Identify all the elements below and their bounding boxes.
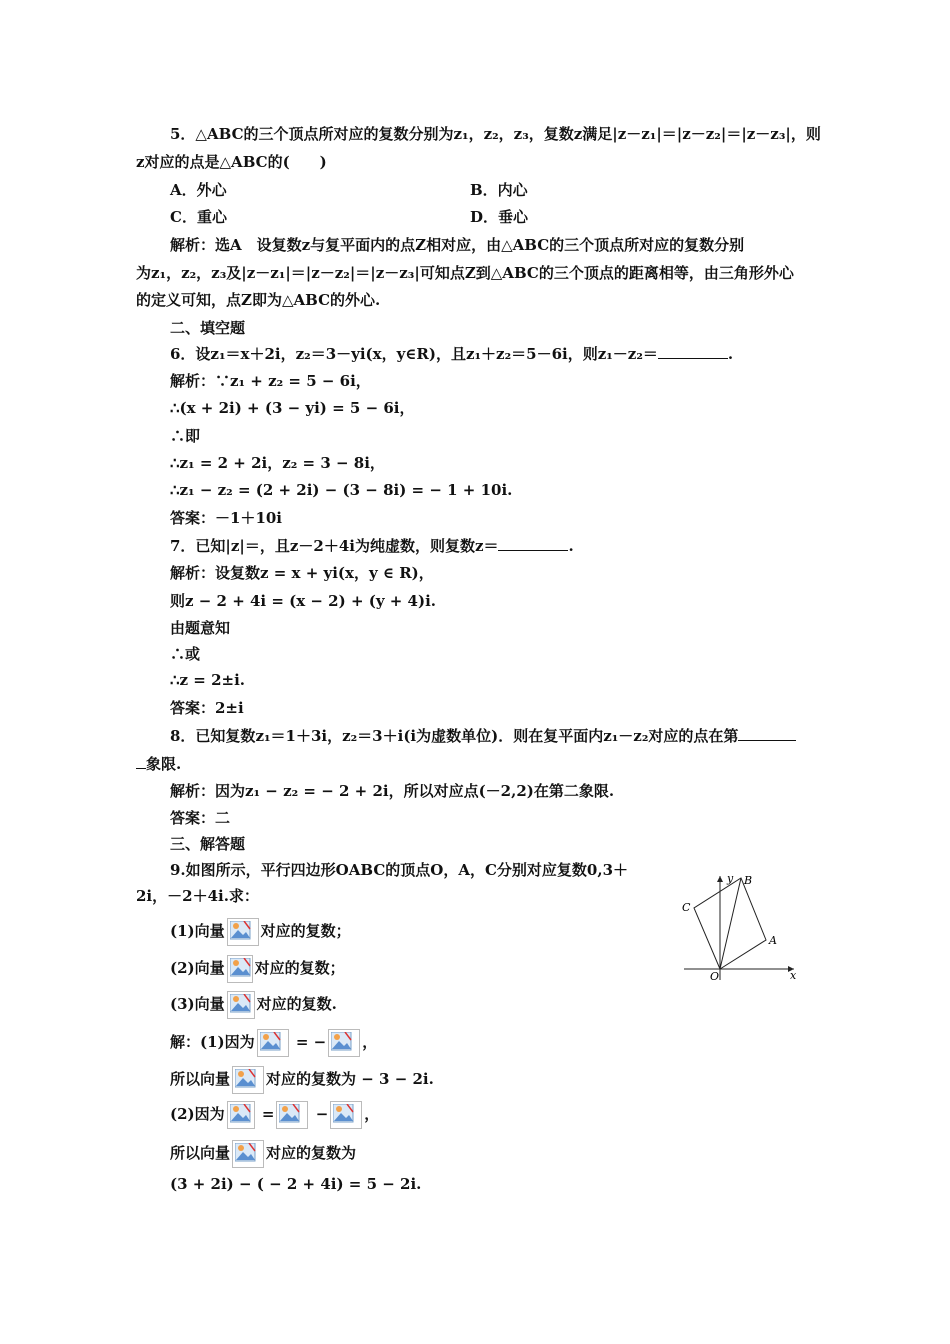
broken-image-icon — [257, 1029, 289, 1057]
q7-question — [170, 536, 574, 556]
q5-solution-1: 解析：选A 设复数z与复平面内的点Z相对应，由△ABC的三个顶点所对应的复数分别 — [170, 236, 745, 254]
q6-step-5: ∴z₁ − z₂ = (2 + 2i) − (3 − 8i) = − 1 + 10i. — [170, 481, 513, 499]
q9-solution-3-minus: − — [315, 1105, 329, 1123]
q9-solution-1 — [170, 1029, 377, 1057]
q5-option-a: A．外心 — [170, 181, 227, 199]
q6-step-3: ∴即 — [170, 427, 201, 445]
q8-step-1: 解析：因为z₁ − z₂ = − 2 + 2i，所以对应点(－2,2)在第二象限. — [170, 782, 615, 800]
section-solve: 三、解答题 — [170, 835, 246, 853]
q9-part2-label: (2)向量 — [170, 959, 225, 977]
label-o: O — [710, 970, 720, 983]
q9-part1-label: (1)向量 — [170, 922, 225, 940]
q8-question-text: 8．已知复数z₁＝1＋3i，z₂＝3＋i(i为虚数单位)．则在复平面内z₁－z₂对应的点在第 — [170, 727, 739, 745]
label-c: C — [682, 901, 691, 914]
q9-solution-4-text: 对应的复数为 — [266, 1144, 357, 1162]
q8-line2-text: 象限. — [146, 755, 182, 773]
broken-image-icon — [232, 1066, 264, 1094]
q9-part3-label: (3)向量 — [170, 995, 225, 1013]
q9-line1: 9.如图所示，平行四边形OABC的顶点O，A，C分别对应复数0,3＋ — [170, 861, 629, 879]
q5-option-d: D．垂心 — [470, 208, 529, 226]
q9-solution-2-label: 所以向量 — [170, 1070, 231, 1088]
q9-solution-2 — [170, 1066, 434, 1094]
q5-solution-2: 为z₁，z₂，z₃及|z－z₁|＝|z－z₂|＝|z－z₃|可知点Z到△ABC的三个顶点的距离相等，由三角形外心 — [136, 264, 794, 282]
q7-answer-blank — [498, 536, 568, 551]
label-x: x — [790, 969, 797, 982]
broken-image-icon — [276, 1101, 308, 1129]
q9-solution-3-label: (2)因为 — [170, 1105, 225, 1123]
section-fill-in: 二、填空题 — [170, 319, 246, 337]
q9-part1-text: 对应的复数； — [260, 922, 351, 940]
label-y: y — [727, 872, 734, 885]
q9-part2-text: 对应的复数； — [254, 959, 345, 977]
q6-step-1: 解析：∵z₁ + z₂ = 5 − 6i， — [170, 372, 371, 390]
q6-question-text: 6．设z₁＝x＋2i，z₂＝3－yi(x，y∈R)，且z₁＋z₂＝5－6i，则z₁－z₂＝ — [170, 345, 658, 363]
q9-solution-4-label: 所以向量 — [170, 1144, 231, 1162]
q6-question-end: . — [727, 345, 734, 363]
q9-line2: 2i，－2＋4i.求： — [136, 887, 259, 905]
broken-image-icon — [227, 991, 255, 1019]
q7-step-1: 解析：设复数z = x + yi(x，y ∈ R)， — [170, 564, 434, 582]
q7-step-3: 由题意知 — [170, 619, 231, 637]
q6-answer-blank — [658, 344, 728, 359]
q7-step-4: ∴或 — [170, 645, 201, 663]
q8-line2 — [136, 754, 181, 774]
q9-solution-3 — [170, 1101, 379, 1129]
q8-question — [170, 726, 796, 746]
q9-part1 — [170, 918, 351, 946]
q9-part3 — [170, 991, 337, 1019]
q8-answer-blank-cont — [136, 754, 146, 769]
diagonal-ob — [720, 878, 741, 969]
q7-question-text: 7．已知|z|＝，且z－2＋4i为纯虚数，则复数z＝ — [170, 537, 499, 555]
broken-image-icon — [227, 1101, 255, 1129]
broken-image-icon — [330, 1101, 362, 1129]
q5-option-c: C．重心 — [170, 208, 227, 226]
q9-solution-1-op: = − — [295, 1033, 327, 1051]
q5-line1: 5．△ABC的三个顶点所对应的复数分别为z₁，z₂，z₃，复数z满足|z－z₁|＝|z－z₂|＝|z－z₃|，则 — [170, 125, 821, 143]
q9-solution-1-end: ， — [362, 1033, 378, 1051]
q8-answer-blank — [738, 726, 796, 741]
broken-image-icon — [227, 918, 259, 946]
broken-image-icon — [232, 1140, 264, 1168]
q9-solution-1-label: 解：(1)因为 — [170, 1033, 255, 1051]
q7-step-5: ∴z = 2±i. — [170, 671, 245, 689]
q5-solution-3: 的定义可知，点Z即为△ABC的外心. — [136, 291, 381, 309]
y-axis-arrow — [717, 876, 723, 882]
parallelogram-figure — [680, 868, 805, 983]
q9-solution-5: (3 + 2i) − ( − 2 + 4i) = 5 − 2i. — [170, 1175, 422, 1193]
q6-step-4: ∴z₁ = 2 + 2i，z₂ = 3 − 8i， — [170, 454, 385, 472]
q6-question — [170, 344, 733, 364]
q9-solution-3-end: ， — [364, 1105, 380, 1123]
q9-part3-text: 对应的复数. — [256, 995, 337, 1013]
q5-line2: z对应的点是△ABC的( ) — [136, 153, 327, 171]
q6-answer: 答案：－1＋10i — [170, 509, 283, 527]
label-a: A — [769, 934, 777, 947]
label-b: B — [744, 874, 753, 887]
q7-question-end: . — [568, 537, 574, 555]
q8-answer: 答案：二 — [170, 809, 231, 827]
q6-step-2: ∴(x + 2i) + (3 − yi) = 5 − 6i， — [170, 399, 415, 417]
q9-solution-4 — [170, 1140, 356, 1168]
broken-image-icon — [328, 1029, 360, 1057]
q7-step-2: 则z − 2 + 4i = (x − 2) + (y + 4)i. — [170, 592, 437, 610]
q9-solution-3-eq: = — [261, 1105, 275, 1123]
q9-solution-2-text: 对应的复数为 − 3 − 2i. — [266, 1070, 434, 1088]
q5-option-b: B．内心 — [470, 181, 528, 199]
broken-image-icon — [227, 955, 253, 983]
q7-answer: 答案：2±i — [170, 699, 244, 717]
q9-part2 — [170, 955, 345, 983]
